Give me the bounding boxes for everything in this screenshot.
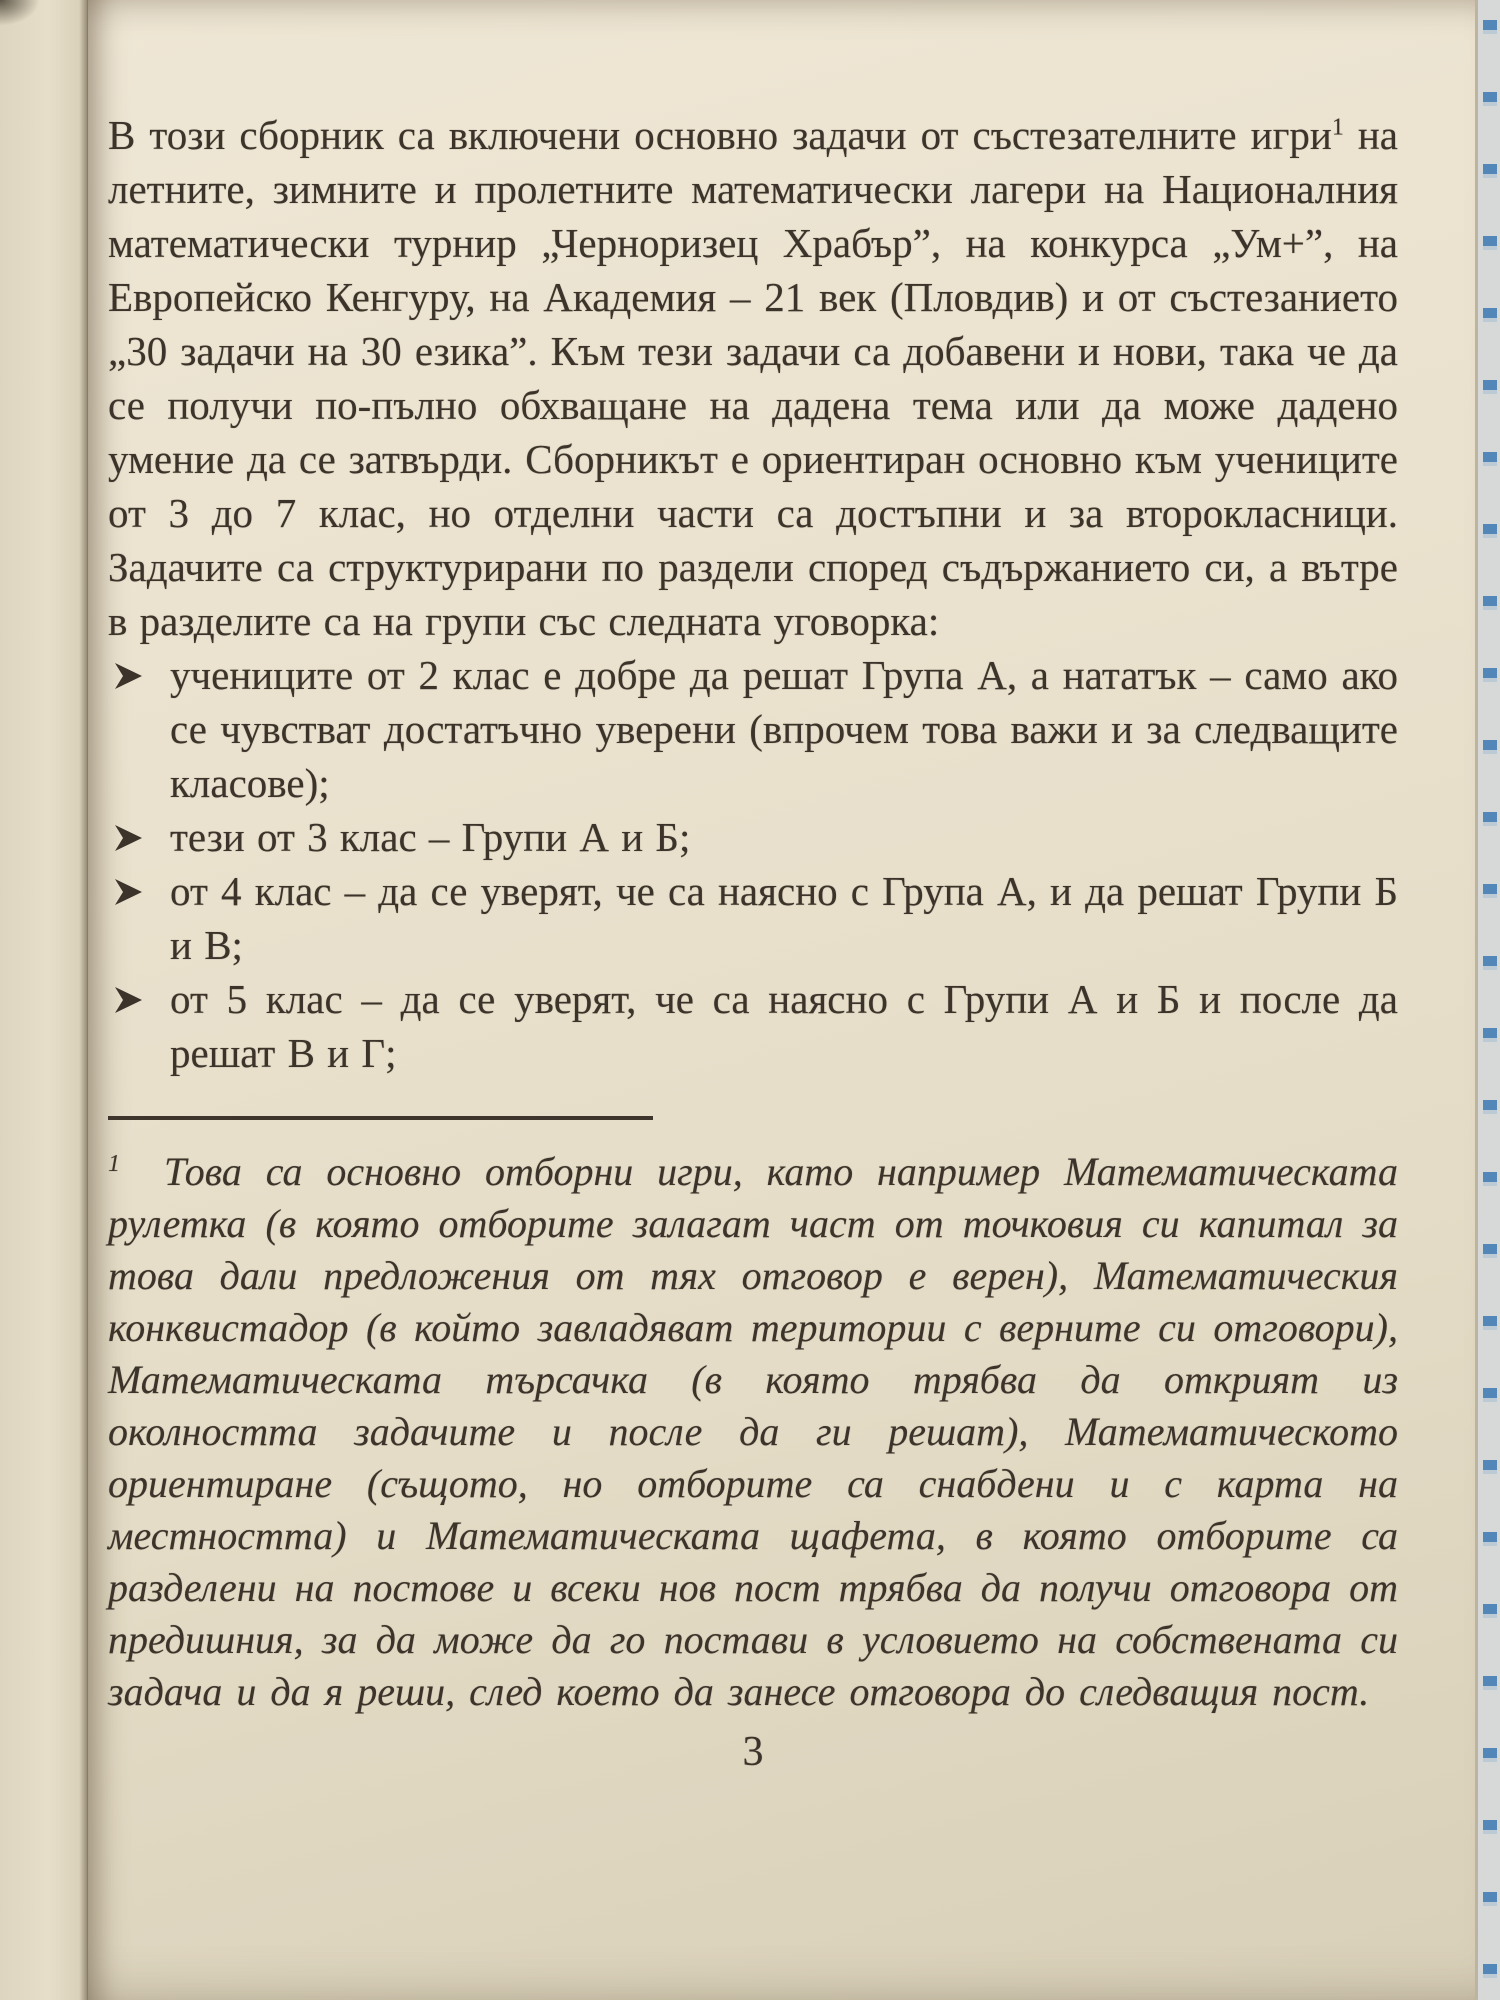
list-item-text: от 5 клас – да се уверят, че са наясно с Групи А и Б и после да решат В и Г;: [170, 976, 1398, 1076]
arrowhead-bullet-icon: [114, 662, 144, 690]
list-item: [108, 972, 1398, 1080]
intro-paragraph: [108, 108, 1398, 648]
book-page: [88, 0, 1478, 2000]
arrowhead-bullet-icon: [114, 878, 144, 906]
grade-guideline-list: [108, 648, 1398, 1080]
page-number: 3: [742, 1729, 764, 1775]
list-item-text: тези от 3 клас – Групи А и Б;: [170, 814, 691, 860]
blue-print-marks: [1483, 0, 1497, 2000]
footnote-separator-rule: [108, 1116, 653, 1120]
intro-text-rest: на летните, зимните и пролетните математически лагери на Националния математически турнир „Черноризец Храбър”, на конкурса „Ум+”, на Европейско Кенгуру, на Академия – 21 век (Пловдив) и от състезанието „30 задачи на 30 езика”. Към тези задачи са добавени и нови, така че да се получи по-пълно обхващане на дадена тема или да може дадено умение да се затвърди. Сборникът е ориентиран основно към учениците от 3 до 7 клас, но отделни части са достъпни и за второкласници. Задачите са структурирани по раздели според съдържанието си, а вътре в разделите са на групи със следната уговорка:: [108, 112, 1399, 644]
list-item: [108, 810, 1398, 864]
left-page-edge: [0, 0, 88, 2000]
footnote-reference-marker: 1: [1331, 114, 1344, 141]
footnote-number: 1: [108, 1150, 120, 1177]
list-item-text: учениците от 2 клас е добре да решат Група А, а нататък – само ако се чувстват достатъчно уверени (впрочем това важи и за следващите класове);: [170, 652, 1398, 806]
right-page-edge: [1475, 0, 1500, 2000]
intro-text-start: В този сборник са включени основно задачи от състезателните игри: [108, 112, 1332, 158]
list-item: [108, 648, 1398, 810]
footnote-text: Това са основно отборни игри, като например Математическата рулетка (в която отборите залагат част от точковия си капитал за това дали предложения от тях отговор е верен), Математическия конквистадор (в който завладяват територии с верните си отговори), Математическата търсачка (в която трябва да открият из околността задачите и после да ги решат), Математическото ориентиране (същото, но отборите са снабдени и с карта на местността) и Математическата щафета, в която отборите са разделени на постове и всеки нов пост трябва да получи отговора от предишния, за да може да го постави в условието на собствената си задача и да я реши, след което да занесе отговора до следващия пост.: [108, 1149, 1398, 1714]
list-item-text: от 4 клас – да се уверят, че са наясно с Група А, и да решат Групи Б и В;: [170, 868, 1398, 968]
list-item: [108, 864, 1398, 972]
arrowhead-bullet-icon: [114, 986, 144, 1014]
arrowhead-bullet-icon: [114, 824, 144, 852]
footnote-paragraph: [108, 1146, 1398, 1718]
